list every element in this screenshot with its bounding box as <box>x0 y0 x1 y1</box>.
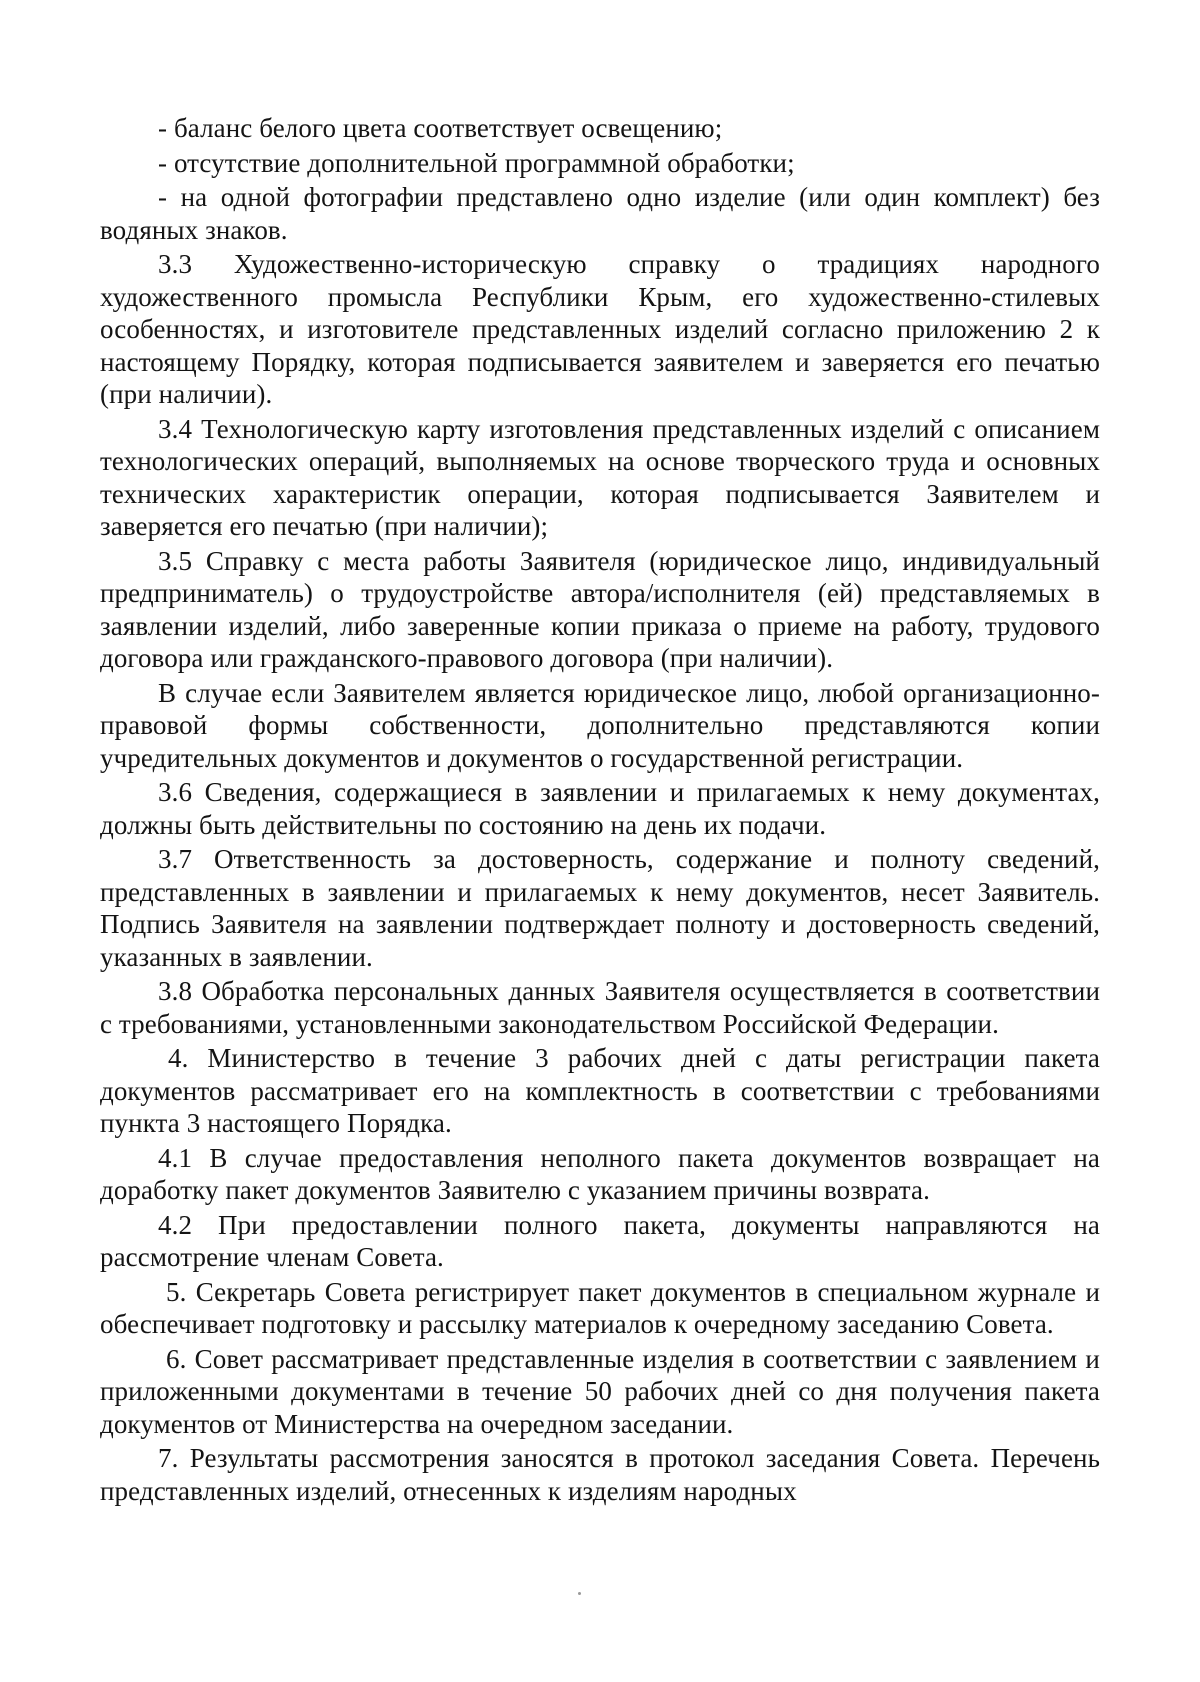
paragraph-3-6: 3.6 Сведения, содержащиеся в заявлении и прилагаемых к нему документах, должны быть действительны по состоянию на день их подачи. <box>100 777 1100 840</box>
paragraph-7: 7. Результаты рассмотрения заносятся в протокол заседания Совета. Перечень представленных изделий, отнесенных к изделиям народных <box>100 1443 1100 1506</box>
paragraph-3-3: 3.3 Художественно-историческую справку о традициях народного художественного промысла Республики Крым, его художественно-стилевых особенностях, и изготовителе представленных изделий согласно приложению 2 к настоящему Порядку, которая подписывается заявителем и заверяется его печатью (при наличии). <box>100 249 1100 409</box>
paragraph-no-processing: - отсутствие дополнительной программной обработки; <box>158 147 795 178</box>
paragraph-3-5: 3.5 Справку с места работы Заявителя (юридическое лицо, индивидуальный предприниматель) о трудоустройстве автора/исполнителя (ей) представляемых в заявлении изделий, либо заверенные копии приказа о приеме на работу, трудового договора или гражданского-правового договора (при наличии). <box>100 545 1100 673</box>
paragraph-legal-entity: В случае если Заявителем является юридическое лицо, любой организационно-правовой формы собственности, дополнительно представляются копии учредительных документов и документов о государственной регистрации. <box>100 677 1100 773</box>
document-body <box>100 112 1100 1509</box>
paragraph-one-item-per-photo: - на одной фотографии представлено одно изделие (или один комплект) без водяных знаков. <box>100 182 1100 245</box>
scan-speck <box>578 1592 581 1595</box>
paragraph-3-4: 3.4 Технологическую карту изготовления представленных изделий с описанием технологических операций, выполняемых на основе творческого труда и основных технических характеристик операции, которая подписывается Заявителем и заверяется его печатью (при наличии); <box>100 413 1100 541</box>
paragraph-3-8: 3.8 Обработка персональных данных Заявителя осуществляется в соответствии с требованиями, установленными законодательством Российской Федерации. <box>100 976 1100 1039</box>
paragraph-6: 6. Совет рассматривает представленные изделия в соответствии с заявлением и приложенными документами в течение 50 рабочих дней со дня получения пакета документов от Министерства на очередном заседании. <box>100 1343 1100 1439</box>
paragraph-4: 4. Министерство в течение 3 рабочих дней с даты регистрации пакета документов рассматривает его на комплектность в соответствии с требованиями пункта 3 настоящего Порядка. <box>100 1043 1100 1138</box>
paragraph-4-2: 4.2 При предоставлении полного пакета, документы направляются на рассмотрение членам Совета. <box>100 1209 1100 1272</box>
paragraph-4-1: 4.1 В случае предоставления неполного пакета документов возвращает на доработку пакет документов Заявителю с указанием причины возврата. <box>100 1142 1100 1205</box>
paragraph-5: 5. Секретарь Совета регистрирует пакет документов в специальном журнале и обеспечивает подготовку и рассылку материалов к очередному заседанию Совета. <box>100 1276 1100 1339</box>
paragraph-white-balance: - баланс белого цвета соответствует освещению; <box>158 113 723 143</box>
paragraph-3-7: 3.7 Ответственность за достоверность, содержание и полноту сведений, представленных в заявлении и прилагаемых к нему документов, несет Заявитель. Подпись Заявителя на заявлении подтверждает полноту и достоверность сведений, указанных в заявлении. <box>100 844 1100 972</box>
